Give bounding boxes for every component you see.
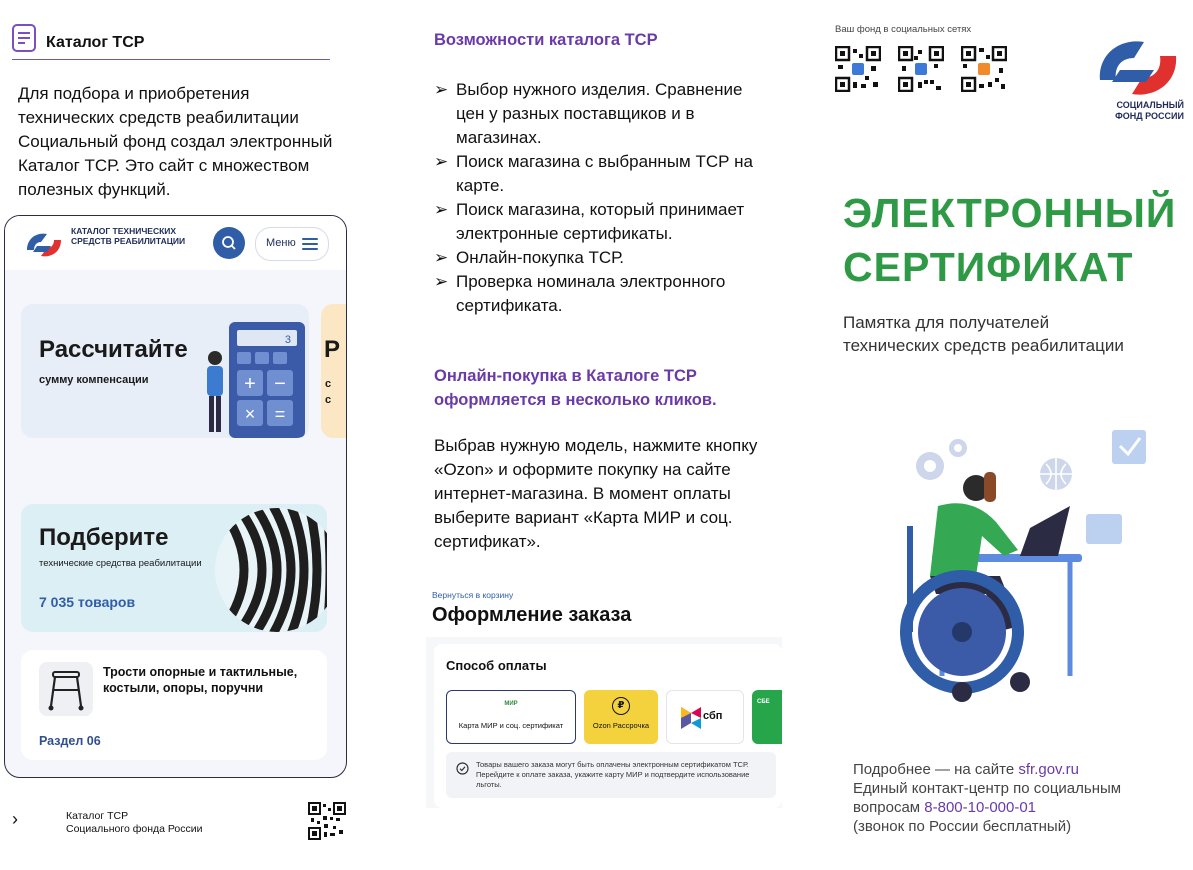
sfr-name-line-1: СОЦИАЛЬНЫЙ [1116, 100, 1184, 110]
title-line-1: ЭЛЕКТРОННЫЙ [843, 190, 1177, 236]
qr-telegram-icon[interactable] [961, 46, 1007, 92]
next-card-peek[interactable] [321, 304, 347, 438]
section-title: Каталог ТСР [46, 34, 145, 51]
certificate-note [446, 752, 776, 798]
list-item-text: Онлайн-покупка ТСР. [456, 248, 625, 267]
footer-line-2: Социального фонда России [66, 823, 203, 835]
checkout-title: Оформление заказа [432, 604, 632, 626]
compensation-card[interactable] [21, 304, 309, 438]
card-subtitle: сумму компенсации [39, 374, 149, 386]
arrow-bullet-icon: ➢ [434, 272, 449, 291]
qr-vk-icon[interactable] [835, 46, 881, 92]
intro-paragraph: Для подбора и приобретения технических средств реабилитации Социальный фонд создал электронный Каталог ТСР. Это сайт с множеством полезных функций. [18, 84, 333, 199]
certificate-note-text: Товары вашего заказа могут быть оплачены электронным сертификатом ТСР. Перейдите к оплате заказа, укажите карту МИР и подтвердите использование льготы. [476, 760, 750, 789]
payment-option-sbp[interactable] [666, 690, 744, 744]
peek-subtitle-2: с [325, 394, 332, 406]
social-networks-label: Ваш фонд в социальных сетях [835, 24, 972, 35]
mir-logo: МИР [504, 701, 518, 707]
payment-option-sber[interactable] [752, 690, 782, 744]
list-item [434, 198, 774, 246]
gear-icon [916, 439, 967, 480]
category-section: Раздел 06 [39, 734, 101, 748]
svg-text:+: + [244, 373, 256, 395]
list-item [434, 270, 774, 318]
product-count: 7 035 товаров [39, 594, 136, 610]
qr-ok-icon[interactable] [898, 46, 944, 92]
sber-logo: СБЕ [757, 699, 770, 705]
list-item-text: Выбор нужного изделия. Сравнение цен у разных поставщиков и в магазинах. [456, 80, 743, 147]
menu-label: Меню [266, 237, 296, 249]
search-button[interactable] [213, 227, 245, 259]
payment-section [434, 644, 782, 808]
list-item-text: Проверка номинала электронного сертификата. [456, 272, 726, 315]
sbp-icon [681, 707, 701, 729]
hamburger-icon [302, 238, 318, 253]
calc-display: 3 [284, 334, 291, 346]
payment-option-label: Карта МИР и соц. сертификат [458, 721, 564, 730]
checkout-header [426, 582, 782, 637]
list-item [434, 246, 774, 270]
payment-option-ozon[interactable] [584, 690, 658, 744]
arrow-bullet-icon: ➢ [434, 152, 449, 171]
instructions-paragraph: Выбрав нужную модель, нажмите кнопку «Ozon» и оформите покупку на сайте интернет-магазина. В момент оплаты выберите вариант «Карта МИР и соц. сертификат». [434, 436, 758, 551]
sfr-name [1094, 100, 1184, 122]
document-icon [12, 24, 36, 52]
category-title: Трости опорные и тактильные, костыли, опоры, поручни [103, 665, 298, 695]
select-products-card[interactable] [21, 504, 327, 632]
brochure-subtitle: Памятка для получателей технических средств реабилитации [843, 313, 1124, 355]
list-item [434, 78, 774, 150]
sphere-illustration [199, 506, 327, 632]
sfr-name-line-2: ФОНД РОССИИ [1115, 111, 1184, 121]
sfr-logo-icon [23, 224, 65, 266]
peek-subtitle-1: с [325, 378, 332, 390]
contact-prefix: вопросам [853, 799, 925, 816]
svg-text:=: = [274, 404, 286, 424]
contact-line-1 [853, 760, 1183, 779]
ruble-icon: ₽ [612, 697, 630, 715]
catalog-phone-screenshot [4, 215, 347, 778]
check-circle-icon [456, 762, 469, 775]
back-to-cart-link[interactable]: Вернуться в корзину [432, 590, 514, 600]
walker-icon [39, 662, 93, 716]
category-card[interactable] [21, 650, 327, 760]
checkbox-icon [1112, 430, 1146, 464]
svg-text:−: − [274, 373, 286, 395]
card-title: Рассчитайте [39, 336, 188, 363]
footer-line-1: Каталог ТСР [66, 810, 129, 822]
wheelchair-user-illustration [880, 426, 1160, 716]
phone-number-link[interactable]: 8-800-10-000-01 [924, 799, 1037, 816]
sbp-logo-text: сбп [703, 710, 723, 722]
svg-text:×: × [244, 404, 256, 424]
card-subtitle: технические средства реабилитации [39, 558, 202, 569]
arrow-bullet-icon: ➢ [434, 80, 449, 99]
contact-info [853, 760, 1183, 836]
arrow-bullet-icon: ➢ [434, 200, 449, 219]
sfr-logo-icon [1094, 28, 1180, 108]
calculator-illustration [201, 318, 309, 438]
payment-option-mir[interactable] [446, 690, 576, 744]
contact-prefix: Подробнее — на сайте [853, 761, 1019, 778]
contact-line-4: (звонок по России бесплатный) [853, 818, 1072, 835]
catalog-logo-text: КАТАЛОГ ТЕХНИЧЕСКИХ СРЕДСТВ РЕАБИЛИТАЦИИ [71, 226, 186, 246]
qr-code-icon[interactable] [308, 802, 346, 840]
list-item-text: Поиск магазина с выбранным ТСР на карте. [456, 152, 754, 195]
peek-title: Р [324, 336, 341, 363]
features-list [434, 78, 774, 318]
search-icon [213, 227, 245, 259]
list-item [434, 150, 774, 198]
checkout-screenshot [426, 582, 782, 808]
phone-header [5, 216, 346, 270]
payment-method-label: Способ оплаты [446, 658, 547, 673]
payment-option-label: Ozon Рассрочка [592, 721, 650, 730]
list-item-text: Поиск магазина, который принимает электронные сертификаты. [456, 200, 745, 243]
footer-caption [66, 810, 203, 836]
divider [12, 59, 330, 60]
contact-line-3 [853, 798, 1183, 817]
title-line-2: СЕРТИФИКАТ [843, 244, 1134, 290]
contact-line-2: Единый контакт-центр по социальным [853, 780, 1122, 797]
chevron-right-icon: › [12, 809, 18, 829]
features-heading: Возможности каталога ТСР [434, 31, 658, 49]
menu-button[interactable] [255, 227, 329, 261]
online-purchase-heading: Онлайн-покупка в Каталоге ТСР оформляется в несколько кликов. [434, 367, 717, 409]
arrow-bullet-icon: ➢ [434, 248, 449, 267]
brochure-title [843, 186, 1176, 294]
card-title: Подберите [39, 524, 169, 551]
website-link[interactable]: sfr.gov.ru [1018, 761, 1079, 778]
